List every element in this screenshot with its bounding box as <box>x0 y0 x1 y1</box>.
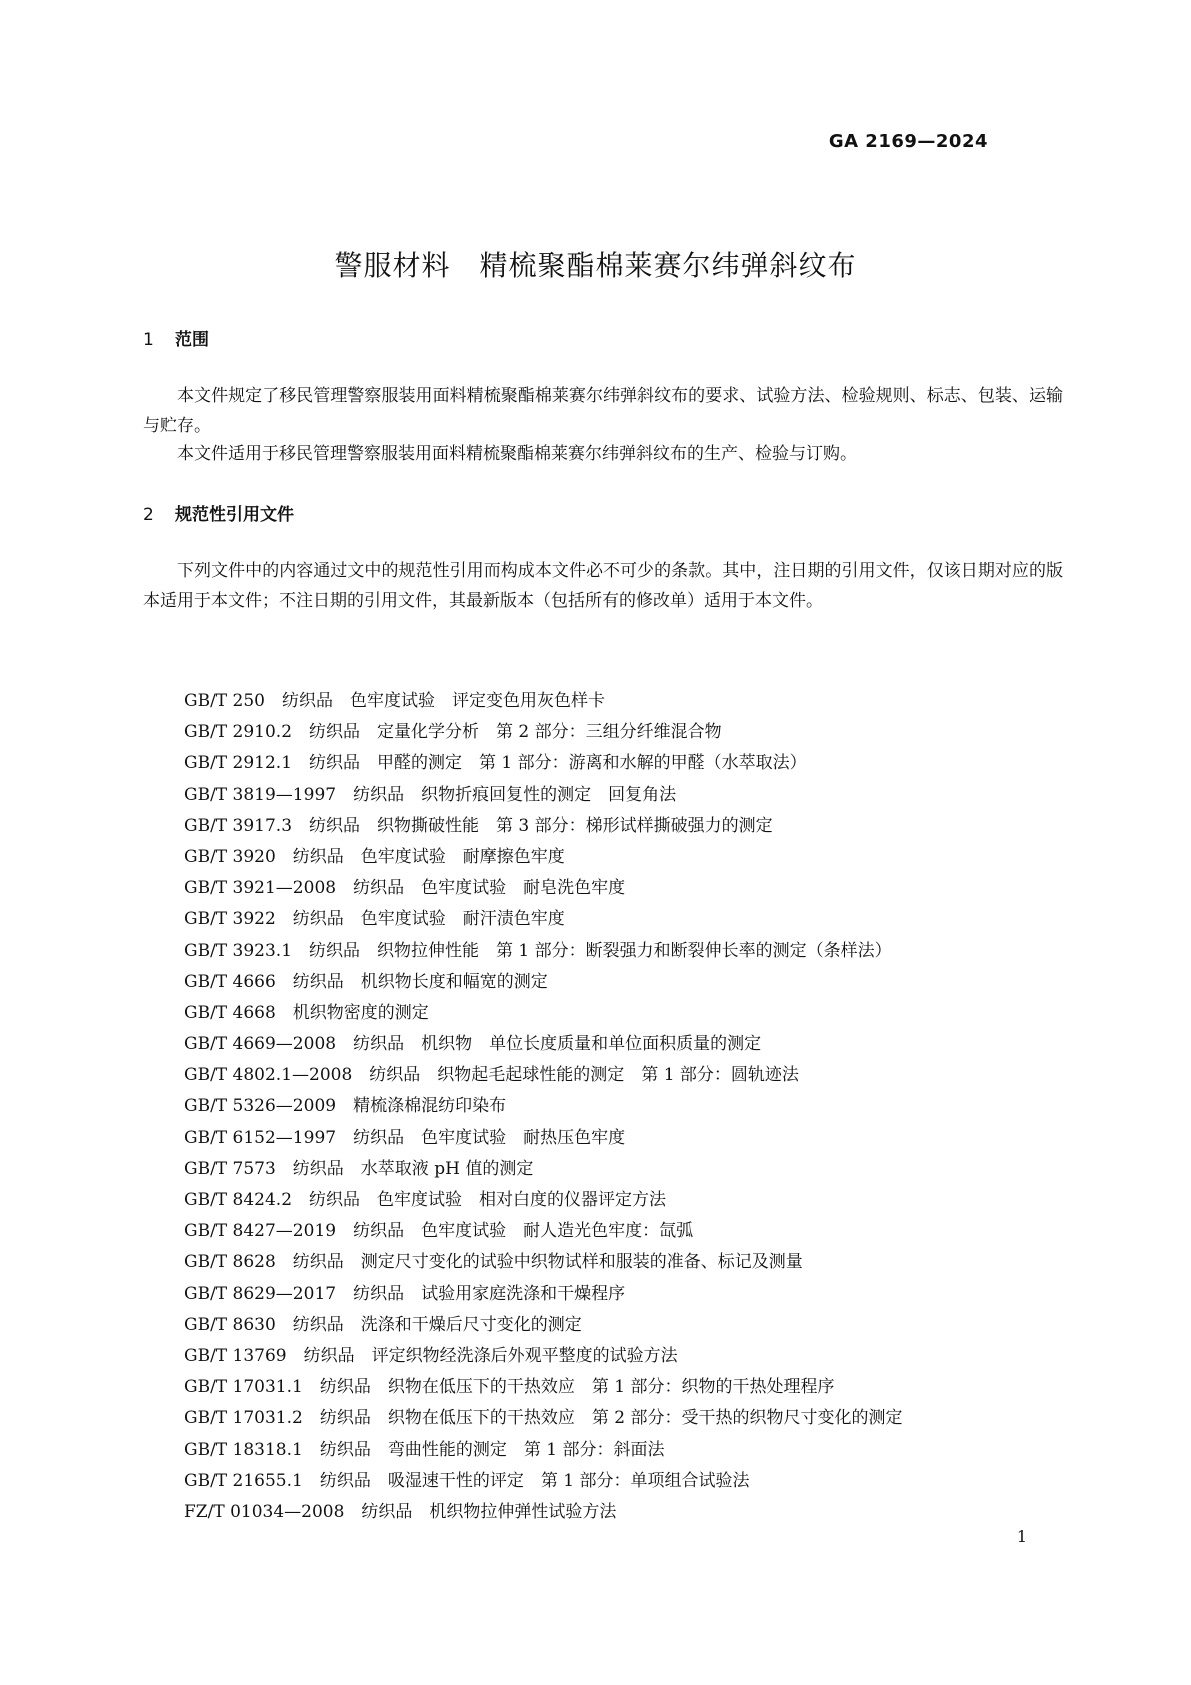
reference-item: GB/T 3917.3 纺织品 织物撕破性能 第 3 部分：梯形试样撕破强力的测定 <box>184 815 773 836</box>
references-intro-paragraph: 下列文件中的内容通过文中的规范性引用而构成本文件必不可少的条款。其中，注日期的引用文件，仅该日期对应的版本适用于本文件；不注日期的引用文件，其最新版本（包括所有的修改单）适用于本文件。 <box>143 561 1063 611</box>
reference-item: GB/T 3920 纺织品 色牢度试验 耐摩擦色牢度 <box>184 846 565 867</box>
reference-item: GB/T 250 纺织品 色牢度试验 评定变色用灰色样卡 <box>184 691 605 711</box>
section-heading-normative-references <box>143 500 294 525</box>
reference-item: GB/T 3819—1997 纺织品 织物折痕回复性的测定 回复角法 <box>184 784 677 805</box>
document-title: 警服材料 精梳聚酯棉莱赛尔纬弹斜纹布 <box>334 249 857 282</box>
reference-item: GB/T 2912.1 纺织品 甲醛的测定 第 1 部分：游离和水解的甲醛（水萃取法） <box>184 753 807 774</box>
reference-item: GB/T 6152—1997 纺织品 色牢度试验 耐热压色牢度 <box>184 1127 626 1148</box>
reference-item: GB/T 4669—2008 纺织品 机织物 单位长度质量和单位面积质量的测定 <box>184 1034 762 1055</box>
reference-item: GB/T 21655.1 纺织品 吸湿速干性的评定 第 1 部分：单项组合试验法 <box>184 1470 750 1491</box>
reference-item: GB/T 17031.1 纺织品 织物在低压下的干热效应 第 1 部分：织物的干热处理程序 <box>184 1377 835 1398</box>
reference-item: GB/T 8424.2 纺织品 色牢度试验 相对白度的仪器评定方法 <box>184 1190 667 1210</box>
reference-item: GB/T 4802.1—2008 纺织品 织物起毛起球性能的测定 第 1 部分：圆轨迹法 <box>184 1065 799 1086</box>
reference-list <box>184 686 902 1528</box>
reference-item: GB/T 8630 纺织品 洗涤和干燥后尺寸变化的测定 <box>184 1314 582 1335</box>
section-title: 规范性引用文件 <box>175 505 294 525</box>
reference-item: GB/T 5326—2009 精梳涤棉混纺印染布 <box>184 1096 507 1117</box>
reference-item: GB/T 13769 纺织品 评定织物经洗涤后外观平整度的试验方法 <box>184 1345 678 1366</box>
reference-item: GB/T 2910.2 纺织品 定量化学分析 第 2 部分：三组分纤维混合物 <box>184 722 722 743</box>
reference-item: GB/T 18318.1 纺织品 弯曲性能的测定 第 1 部分：斜面法 <box>184 1439 665 1460</box>
reference-item: GB/T 3923.1 纺织品 织物拉伸性能 第 1 部分：断裂强力和断裂伸长率的测定（条样法） <box>184 940 892 961</box>
section-heading-scope <box>143 325 209 350</box>
reference-item: GB/T 3922 纺织品 色牢度试验 耐汗渍色牢度 <box>184 909 565 930</box>
reference-item: FZ/T 01034—2008 纺织品 机织物拉伸弹性试验方法 <box>184 1501 617 1522</box>
document-code: GA 2169—2024 <box>828 131 988 152</box>
reference-item: GB/T 8628 纺织品 测定尺寸变化的试验中织物试样和服装的准备、标记及测量 <box>184 1252 803 1273</box>
reference-item: GB/T 8629—2017 纺织品 试验用家庭洗涤和干燥程序 <box>184 1283 626 1304</box>
section-title: 范围 <box>175 330 209 350</box>
scope-paragraph-2: 本文件适用于移民管理警察服装用面料精梳聚酯棉莱赛尔纬弹斜纹布的生产、检验与订购。 <box>177 444 857 464</box>
reference-item: GB/T 7573 纺织品 水萃取液 pH 值的测定 <box>184 1158 534 1179</box>
scope-paragraph-1: 本文件规定了移民管理警察服装用面料精梳聚酯棉莱赛尔纬弹斜纹布的要求、试验方法、检验规则、标志、包装、运输与贮存。 <box>143 386 1063 436</box>
reference-item: GB/T 3921—2008 纺织品 色牢度试验 耐皂洗色牢度 <box>184 878 626 899</box>
section-number: 2 <box>143 505 154 525</box>
section-number: 1 <box>143 330 154 350</box>
reference-item: GB/T 4666 纺织品 机织物长度和幅宽的测定 <box>184 971 548 992</box>
reference-item: GB/T 17031.2 纺织品 织物在低压下的干热效应 第 2 部分：受干热的织物尺寸变化的测定 <box>184 1408 903 1429</box>
reference-item: GB/T 4668 机织物密度的测定 <box>184 1002 429 1023</box>
reference-item: GB/T 8427—2019 纺织品 色牢度试验 耐人造光色牢度：氙弧 <box>184 1221 694 1242</box>
page-number: 1 <box>1016 1527 1027 1546</box>
